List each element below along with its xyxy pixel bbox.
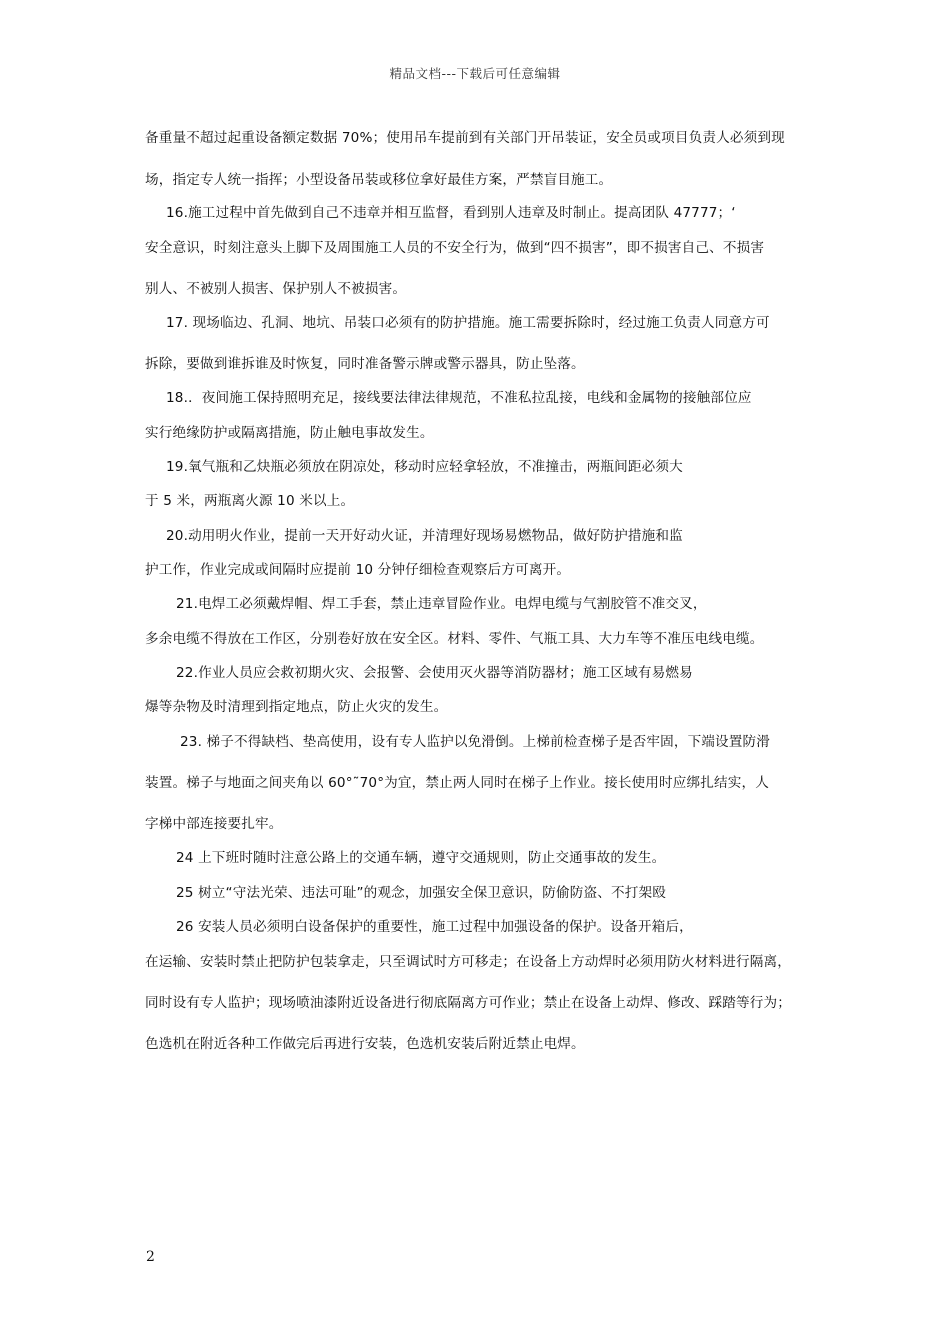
body-line: 24 上下班时随时注意公路上的交通车辆，遵守交通规则，防止交通事故的发生。 — [176, 850, 666, 866]
body-line: 25 树立“守法光荣、违法可耻”的观念，加强安全保卫意识，防偷防盗、不打架殴 — [176, 885, 666, 901]
body-line: 同时设有专人监护；现场喷油漆附近设备进行彻底隔离方可作业；禁止在设备上动焊、修改、踩踏等行为； — [145, 995, 791, 1011]
body-line: 备重量不超过起重设备额定数据 70%；使用吊车提前到有关部门开吊装证，安全员或项目负责人必须到现 — [145, 130, 785, 146]
body-line: 22.作业人员应会救初期火灾、会报警、会使用灭火器等消防器材；施工区域有易燃易 — [176, 665, 693, 681]
body-line: 17. 现场临边、孔洞、地坑、吊装口必须有的防护措施。施工需要拆除时，经过施工负责人同意方可 — [166, 315, 770, 331]
body-line: 18.．夜间施工保持照明充足，接线要法律法律规范，不准私拉乱接，电线和金属物的接触部位应 — [166, 390, 752, 406]
body-line: 21.电焊工必须戴焊帽、焊工手套，禁止违章冒险作业。电焊电缆与气割胶管不准交叉， — [176, 596, 707, 612]
body-line: 装置。梯子与地面之间夹角以 60°˜70°为宜，禁止两人同时在梯子上作业。接长使用时应绑扎结实，人 — [145, 775, 769, 791]
body-line: 拆除，要做到谁拆谁及时恢复，同时准备警示牌或警示器具，防止坠落。 — [145, 356, 585, 372]
body-line: 多余电缆不得放在工作区，分别卷好放在安全区。材料、零件、气瓶工具、大力车等不准压电线电缆。 — [145, 631, 764, 647]
body-line: 23. 梯子不得缺档、垫高使用，设有专人监护以免滑倒。上梯前检查梯子是否牢固，下端设置防滑 — [180, 734, 771, 750]
body-line: 于 5 米，两瓶离火源 10 米以上。 — [145, 493, 355, 509]
body-line: 在运输、安装时禁止把防护包装拿走，只至调试时方可移走；在设备上方动焊时必须用防火材料进行隔离， — [145, 954, 791, 970]
body-line: 26 安装人员必须明白设备保护的重要性，施工过程中加强设备的保护。设备开箱后， — [176, 919, 693, 935]
page-number: 2 — [146, 1249, 155, 1265]
body-line: 别人、不被别人损害、保护别人不被损害。 — [145, 281, 407, 297]
body-line: 安全意识，时刻注意头上脚下及周围施工人员的不安全行为，做到“四不损害”，即不损害自己、不损害 — [145, 240, 765, 256]
body-line: 19.氧气瓶和乙炔瓶必须放在阴凉处，移动时应轻拿轻放，不准撞击，两瓶间距必须大 — [166, 459, 683, 475]
body-line: 16.施工过程中首先做到自己不违章并相互监督，看到别人违章及时制止。提高团队 47777；‘ — [166, 205, 736, 221]
body-line: 色选机在附近各种工作做完后再进行安装，色选机安装后附近禁止电焊。 — [145, 1036, 585, 1052]
body-line: 爆等杂物及时清理到指定地点，防止火灾的发生。 — [145, 699, 448, 715]
body-line: 场，指定专人统一指挥；小型设备吊装或移位拿好最佳方案，严禁盲目施工。 — [145, 172, 613, 188]
body-line: 字梯中部连接要扎牢。 — [145, 816, 283, 832]
body-line: 20.动用明火作业，提前一天开好动火证，并清理好现场易燃物品，做好防护措施和监 — [166, 528, 683, 544]
body-line: 护工作，作业完成或间隔时应提前 10 分钟仔细检查观察后方可离开。 — [145, 562, 571, 578]
page-header: 精品文档---下载后可任意编辑 — [389, 66, 561, 81]
body-line: 实行绝缘防护或隔离措施，防止触电事故发生。 — [145, 425, 434, 441]
